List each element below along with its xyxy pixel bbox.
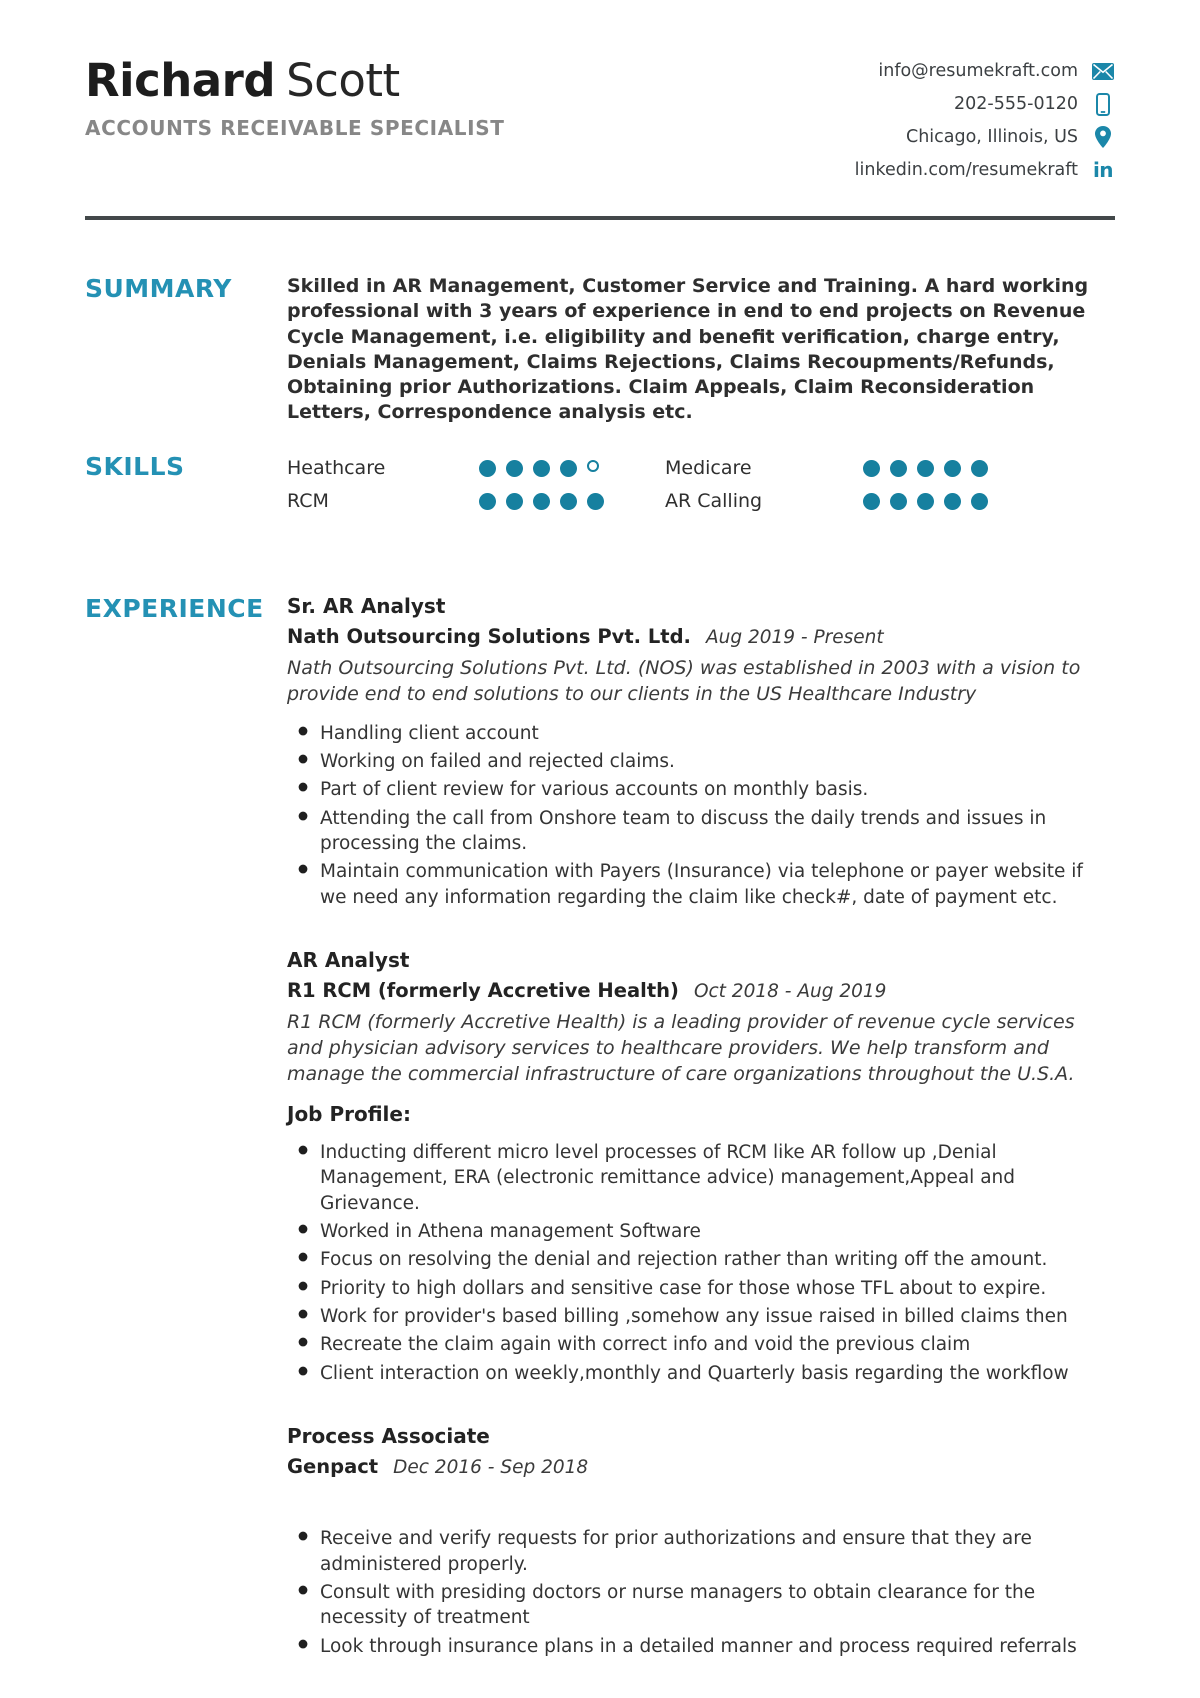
job-bullet-list bbox=[287, 1140, 1115, 1386]
rating-dot-filled bbox=[533, 493, 550, 510]
job-title: AR Analyst bbox=[287, 948, 410, 973]
summary-heading: SUMMARY bbox=[85, 274, 232, 303]
skill-rating bbox=[863, 485, 1115, 518]
headline-title: ACCOUNTS RECEIVABLE SPECIALIST bbox=[85, 116, 505, 141]
job-description: Nath Outsourcing Solutions Pvt. Ltd. (NOS) was established in 2003 with a vision to provide end to end solutions to our clients in the US Healthcare Industry bbox=[287, 656, 1081, 705]
job-subheading: Job Profile: bbox=[287, 1102, 411, 1127]
skills-grid bbox=[287, 452, 1115, 518]
rating-dot-filled bbox=[890, 460, 907, 477]
contact-text: info@resumekraft.com bbox=[878, 61, 1078, 81]
job-bullet: ● Inducting different micro level processes of RCM like AR follow up ,Denial Management, ERA (electronic remittance advice) management,Appeal and Grievance. bbox=[287, 1140, 1115, 1216]
rating-dot-filled bbox=[587, 493, 604, 510]
skill-name: Heathcare bbox=[287, 457, 386, 480]
rating-dot-filled bbox=[560, 493, 577, 510]
job-title: Process Associate bbox=[287, 1424, 490, 1449]
rating-dot-filled bbox=[944, 493, 961, 510]
job-company: R1 RCM (formerly Accretive Health) bbox=[287, 979, 679, 1003]
job-company-line bbox=[287, 1455, 1115, 1478]
skill-rating bbox=[479, 485, 665, 518]
rating-dot-filled bbox=[917, 493, 934, 510]
identity-block bbox=[85, 56, 504, 140]
job-bullet: ● Client interaction on weekly,monthly and Quarterly basis regarding the workflow bbox=[287, 1361, 1115, 1386]
rating-dot-filled bbox=[944, 460, 961, 477]
rating-dot-filled bbox=[863, 460, 880, 477]
rating-dot-filled bbox=[971, 460, 988, 477]
skill-rating bbox=[863, 452, 1115, 485]
job-bullet: ● Receive and verify requests for prior authorizations and ensure that they are administered properly. bbox=[287, 1526, 1115, 1577]
contact-text: Chicago, Illinois, US bbox=[905, 127, 1078, 147]
job-bullet: ● Work for provider's based billing ,somehow any issue raised in billed claims then bbox=[287, 1304, 1115, 1329]
job-bullet: ● Recreate the claim again with correct info and void the previous claim bbox=[287, 1332, 1115, 1357]
skill-name: RCM bbox=[287, 490, 329, 513]
job-bullet: ● Working on failed and rejected claims. bbox=[287, 749, 1115, 774]
experience-heading: EXPERIENCE bbox=[85, 593, 264, 623]
summary-section bbox=[85, 274, 1115, 426]
mail-icon bbox=[1091, 63, 1115, 80]
job-entry bbox=[287, 1424, 1115, 1659]
experience-section bbox=[85, 594, 1115, 1697]
rating-dot-filled bbox=[506, 460, 523, 477]
rating-dot-filled bbox=[971, 493, 988, 510]
contact-row bbox=[954, 93, 1115, 115]
job-bullet: ● Look through insurance plans in a detailed manner and process required referrals bbox=[287, 1634, 1115, 1659]
job-bullet: ● Attending the call from Onshore team to discuss the daily trends and issues in processing the claims. bbox=[287, 806, 1115, 857]
summary-text: Skilled in AR Management, Customer Service and Training. A hard working professional with 3 years of experience in end to end projects on Revenue Cycle Management, i.e. eligibility and benefit verification, charge entry, Denials Management, Claims Rejections, Claims Recoupments/Refunds, Obtaining prior Authorizations. Claim Appeals, Claim Reconsideration Letters, Correspondence analysis etc. bbox=[287, 275, 1089, 424]
job-bullet: ● Handling client account bbox=[287, 721, 1115, 746]
rating-dot-filled bbox=[863, 493, 880, 510]
job-dates: Aug 2019 - Present bbox=[705, 626, 884, 648]
contact-text: linkedin.com/resumekraft bbox=[854, 160, 1078, 180]
job-company: Genpact bbox=[287, 1455, 379, 1479]
rating-dot-filled bbox=[890, 493, 907, 510]
contact-text: 202-555-0120 bbox=[954, 94, 1078, 114]
rating-dot-filled bbox=[560, 460, 577, 477]
contact-list bbox=[855, 56, 1115, 192]
linkedin-icon: in bbox=[1092, 158, 1114, 182]
job-company-line bbox=[287, 979, 1115, 1002]
experience-jobs bbox=[287, 594, 1115, 1697]
skills-heading: SKILLS bbox=[85, 451, 185, 481]
job-bullet: ● Consult with presiding doctors or nurse managers to obtain clearance for the necessity of treatment bbox=[287, 1580, 1115, 1631]
person-name bbox=[85, 56, 504, 106]
rating-dot-filled bbox=[479, 493, 496, 510]
job-bullet: ● Priority to high dollars and sensitive case for those whose TFL about to expire. bbox=[287, 1276, 1115, 1301]
contact-row bbox=[906, 126, 1115, 148]
contact-row bbox=[855, 159, 1115, 181]
job-entry bbox=[287, 594, 1115, 910]
rating-dot-filled bbox=[479, 460, 496, 477]
job-company: Nath Outsourcing Solutions Pvt. Ltd. bbox=[287, 624, 691, 648]
contact-row bbox=[878, 60, 1115, 82]
job-dates: Dec 2016 - Sep 2018 bbox=[393, 1457, 589, 1479]
job-description: R1 RCM (formerly Accretive Health) is a leading provider of revenue cycle services and physician advisory services to healthcare providers. We help transform and manage the commercial infrastructure of care organizations throughout the U.S.A. bbox=[287, 1011, 1075, 1086]
skill-name: AR Calling bbox=[665, 490, 763, 513]
job-bullet: ● Focus on resolving the denial and rejection rather than writing off the amount. bbox=[287, 1247, 1115, 1272]
job-bullet: ● Maintain communication with Payers (Insurance) via telephone or payer website if we need any information regarding the claim like check#, date of payment etc. bbox=[287, 859, 1115, 910]
job-entry bbox=[287, 948, 1115, 1386]
location-pin-icon bbox=[1091, 126, 1115, 148]
rating-dot-empty bbox=[587, 460, 599, 472]
last-name: Scott bbox=[286, 54, 400, 107]
skill-rating bbox=[479, 452, 665, 485]
job-bullet-list bbox=[287, 1526, 1115, 1659]
job-bullet: ● Part of client review for various accounts on monthly basis. bbox=[287, 777, 1115, 802]
skills-section bbox=[85, 452, 1115, 518]
first-name: Richard bbox=[85, 54, 276, 107]
rating-dot-filled bbox=[917, 460, 934, 477]
header bbox=[85, 56, 1115, 192]
job-title: Sr. AR Analyst bbox=[287, 593, 446, 618]
job-bullet-list bbox=[287, 721, 1115, 910]
job-company-line bbox=[287, 625, 1115, 648]
job-bullet: ● Worked in Athena management Software bbox=[287, 1219, 1115, 1244]
job-dates: Oct 2018 - Aug 2019 bbox=[693, 981, 887, 1003]
skill-name: Medicare bbox=[665, 457, 752, 480]
header-divider bbox=[85, 216, 1115, 220]
rating-dot-filled bbox=[533, 460, 550, 477]
rating-dot-filled bbox=[506, 493, 523, 510]
phone-icon bbox=[1091, 93, 1115, 116]
